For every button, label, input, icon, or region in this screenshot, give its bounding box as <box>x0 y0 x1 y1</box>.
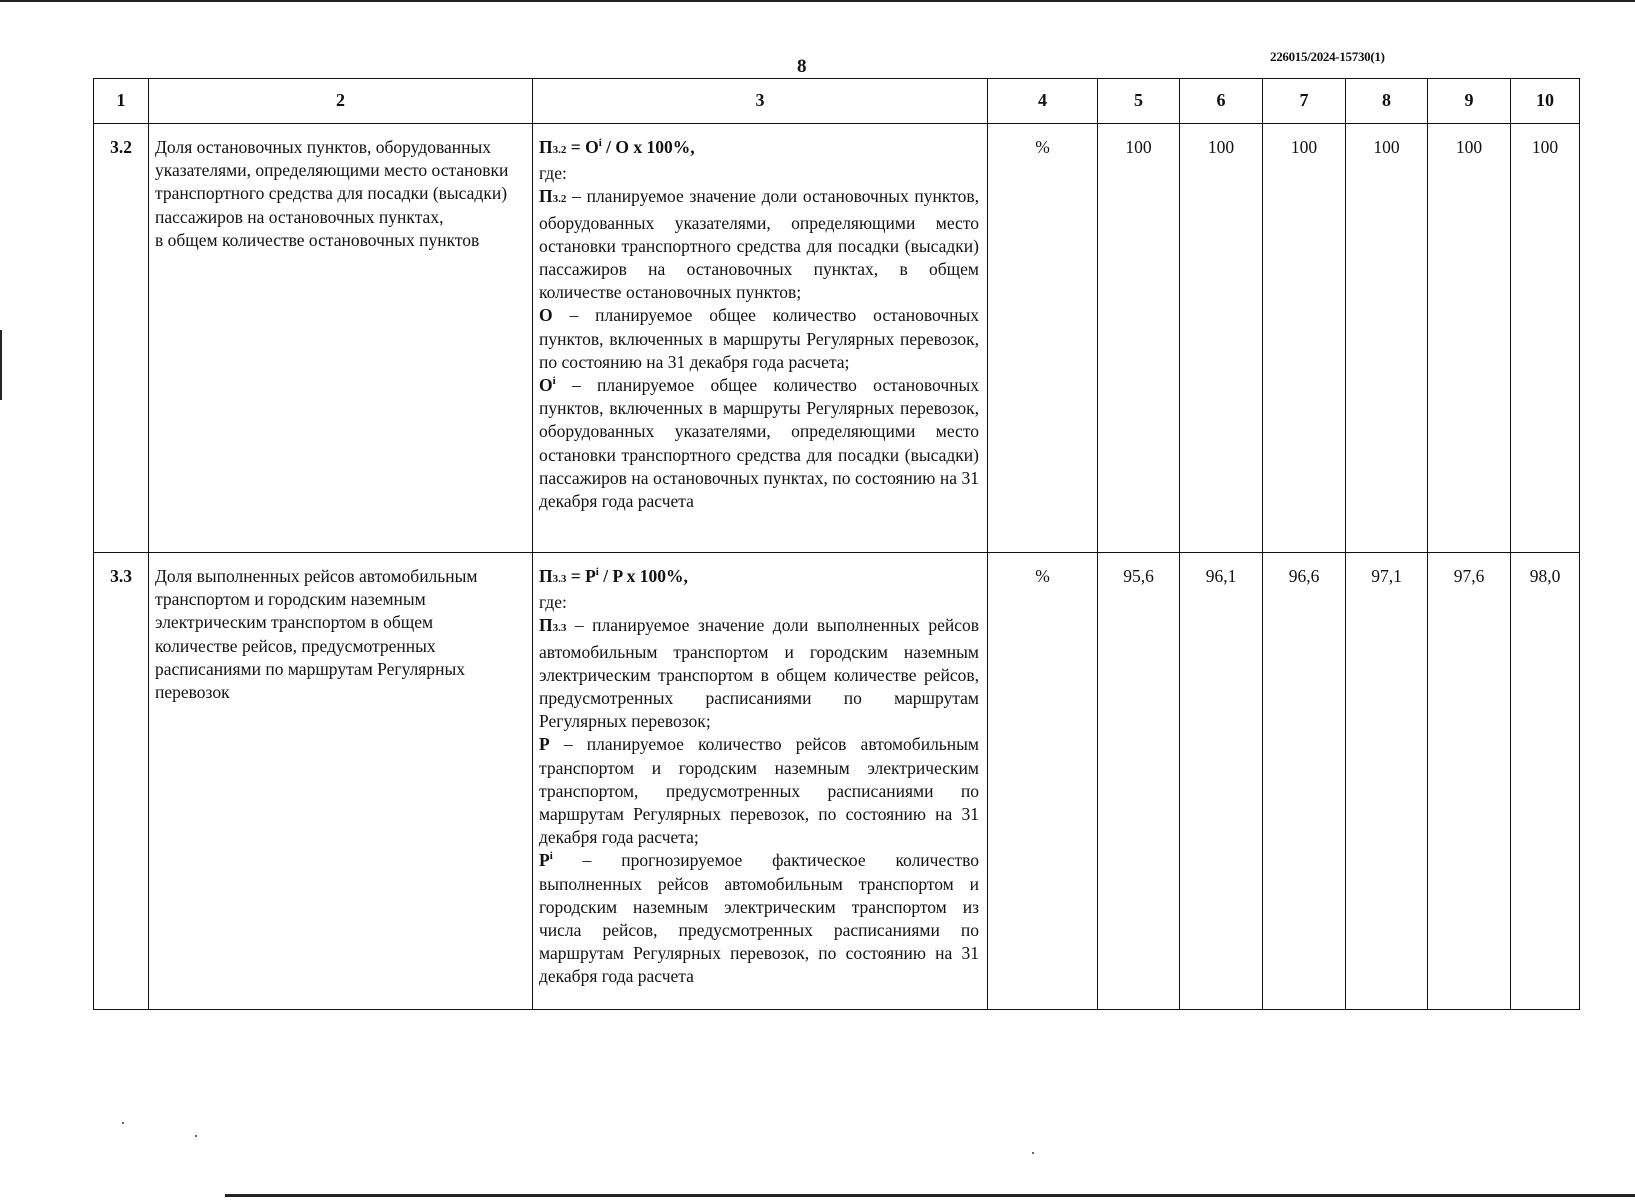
description-line: количестве рейсов, предусмотренных <box>155 635 436 656</box>
scan-speck <box>195 1135 197 1137</box>
value-cell: 98,0 <box>1511 553 1580 1010</box>
description-line: в общем количестве остановочных пунктов <box>155 229 480 250</box>
scan-edge-top <box>0 0 1635 2</box>
value-cell: 100 <box>1346 124 1428 553</box>
description-line: электрическим транспортом в общем <box>155 612 434 633</box>
formula-definition: $O^i$ – планируемое общее количество остановочных пунктов, включенных в маршруты Регулярных перевозок, оборудованных указателями, определяющими место остановки транспортного средства для посадки (высадки) пассажиров на остановочных пунктах, по состоянию на 31 декабря года расчета <box>539 375 979 512</box>
formula-definition: P – планируемое количество рейсов автомобильным транспортом и городским наземным электрическим транспортом, предусмотренных расписаниями по маршрутам Регулярных перевозок, по состоянию на 31 декабря года расчета; <box>539 734 979 848</box>
calculation-formula <box>533 553 988 1010</box>
description-line: Доля выполненных рейсов автомобильным <box>155 566 478 586</box>
formula-definition: $P^i$ – прогнозируемое фактическое количество выполненных рейсов автомобильным транспортом и городским наземным электрическим транспортом из числа рейсов, предусмотренных расписаниями по маршрутам Регулярных перевозок, по состоянию на 31 декабря года расчета <box>539 850 979 987</box>
column-header: 7 <box>1263 79 1346 124</box>
row-number: 3.2 <box>94 124 149 553</box>
formula-where-label: где: <box>539 592 567 613</box>
description-line: расписаниями по маршрутам Регулярных <box>155 658 465 679</box>
formula-definition: П3.3 – планируемое значение доли выполненных рейсов автомобильным транспортом и городским наземным электрическим транспортом в общем количестве рейсов, предусмотренных расписаниями по маршрутам Регулярных перевозок; <box>539 615 979 732</box>
header-row <box>94 79 1580 124</box>
formula-definition: П3.2 – планируемое значение доли остановочных пунктов, оборудованных указателями, определяющими место остановки транспортного средства для посадки (высадки) пассажиров на остановочных пунктах, в общем количестве остановочных пунктов; <box>539 186 979 303</box>
description-line: транспортом и городским наземным <box>155 589 426 610</box>
value-cell: 97,6 <box>1428 553 1511 1010</box>
unit-cell: % <box>988 553 1098 1010</box>
value-cell: 95,6 <box>1098 553 1180 1010</box>
value-cell: 100 <box>1263 124 1346 553</box>
column-header: 10 <box>1511 79 1580 124</box>
value-cell: 100 <box>1180 124 1263 553</box>
indicator-description <box>149 553 533 1010</box>
formula-definition: O – планируемое общее количество остановочных пунктов, включенных в маршруты Регулярных перевозок, по состоянию на 31 декабря года расчета; <box>539 305 979 372</box>
formula-expression: $П3.3 = P^i / P$ x 100%, <box>539 566 688 586</box>
column-header: 9 <box>1428 79 1511 124</box>
value-cell: 97,1 <box>1346 553 1428 1010</box>
document-id: 226015/2024-15730(1) <box>1270 49 1385 64</box>
indicator-description <box>149 124 533 553</box>
column-header: 6 <box>1180 79 1263 124</box>
description-line: Доля остановочных пунктов, оборудованных <box>155 137 491 157</box>
scan-edge-left <box>0 330 2 400</box>
scan-edge-bottom <box>225 1194 1635 1197</box>
calculation-formula <box>533 124 988 553</box>
column-header: 5 <box>1098 79 1180 124</box>
table-row <box>94 124 1580 553</box>
value-cell: 96,1 <box>1180 553 1263 1010</box>
column-header: 2 <box>149 79 533 124</box>
column-header: 8 <box>1346 79 1428 124</box>
scan-speck <box>1032 1152 1034 1154</box>
description-line: пассажиров на остановочных пунктах, <box>155 206 444 227</box>
table-row <box>94 553 1580 1010</box>
value-cell: 96,6 <box>1263 553 1346 1010</box>
column-header: 1 <box>94 79 149 124</box>
scan-speck <box>122 1122 124 1124</box>
value-cell: 100 <box>1428 124 1511 553</box>
formula-where-label: где: <box>539 163 567 184</box>
description-line: указателями, определяющими место остановки <box>155 160 509 181</box>
page-number: 8 <box>797 56 807 77</box>
value-cell: 100 <box>1511 124 1580 553</box>
description-line: перевозок <box>155 682 230 703</box>
row-number: 3.3 <box>94 553 149 1010</box>
column-header: 4 <box>988 79 1098 124</box>
indicator-table <box>93 78 1580 1010</box>
unit-cell: % <box>988 124 1098 553</box>
formula-expression: $П3.2 = O^i / O$ x 100%, <box>539 137 695 157</box>
column-header: 3 <box>533 79 988 124</box>
description-line: транспортного средства для посадки (высадки) <box>155 183 508 204</box>
value-cell: 100 <box>1098 124 1180 553</box>
